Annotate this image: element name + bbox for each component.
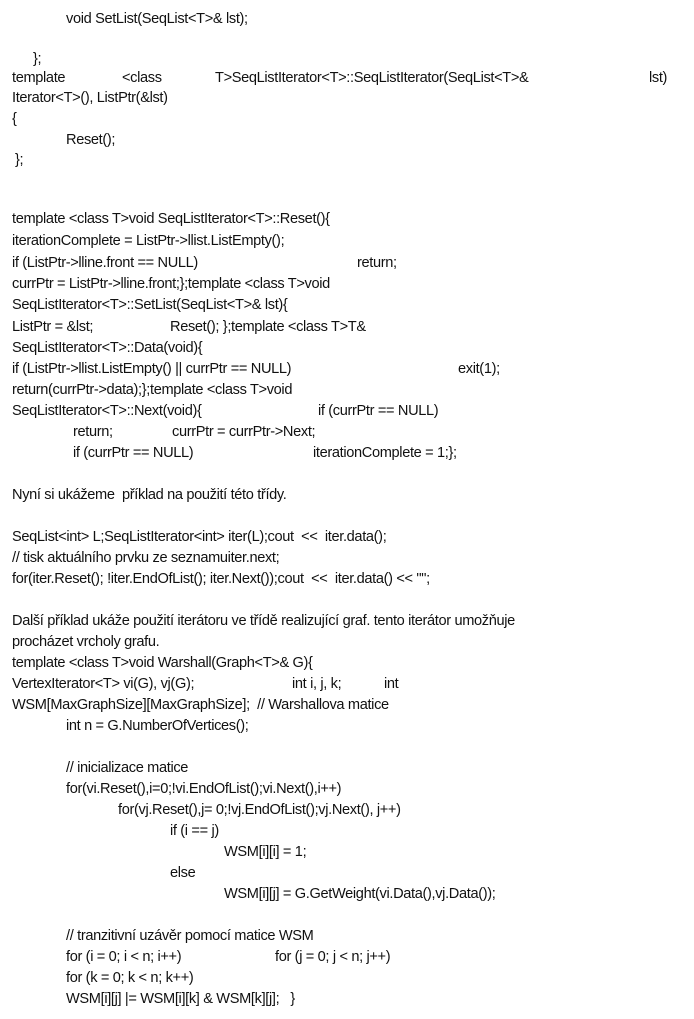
code-line: <class [122,70,162,86]
code-line: template [12,70,66,86]
code-line: iterationComplete = 1;}; [313,445,457,461]
code-line: exit(1); [458,361,500,377]
code-line: if (ListPtr->lline.front == NULL) [12,255,198,271]
code-line: }; [15,152,24,168]
paragraph: Další příklad ukáže použití iterátoru ve třídě realizující graf. tento iterátor umožňuje [12,613,515,629]
code-line: template <class T>void Warshall(Graph<T>& G){ [12,655,313,671]
code-line: for (i = 0; i < n; i++) [66,949,182,965]
code-line: T>SeqListIterator<T>::SeqListIterator(SeqList<T>& [215,70,529,86]
code-line: SeqList<int> L;SeqListIterator<int> iter(L);cout << iter.data(); [12,529,387,545]
paragraph: Nyní si ukážeme příklad na použití této třídy. [12,487,287,503]
code-comment: // inicializace matice [66,760,189,776]
code-line: SeqListIterator<T>::Next(void){ [12,403,202,419]
code-line: SeqListIterator<T>::SetList(SeqList<T>& lst){ [12,297,288,313]
code-line: for(vj.Reset(),j= 0;!vj.EndOfList();vj.Next(), j++) [118,802,401,818]
code-line: if (currPtr == NULL) [73,445,194,461]
code-line: }; [33,51,42,67]
code-line: for (k = 0; k < n; k++) [66,970,194,986]
code-line: if (ListPtr->llist.ListEmpty() || currPtr == NULL) [12,361,292,377]
code-line: if (currPtr == NULL) [318,403,439,419]
code-line: int [384,676,399,692]
code-line: currPtr = ListPtr->lline.front;};template <class T>void [12,276,330,292]
code-line: SeqListIterator<T>::Data(void){ [12,340,203,356]
code-line: if (i == j) [170,823,219,839]
code-line: return; [357,255,397,271]
code-line: lst) [649,70,668,86]
code-comment: // tisk aktuálního prvku ze seznamuiter.next; [12,550,280,566]
code-line: for (j = 0; j < n; j++) [275,949,391,965]
code-line: template <class T>void SeqListIterator<T>::Reset(){ [12,211,330,227]
code-line: void SetList(SeqList<T>& lst); [66,11,248,27]
code-line: return(currPtr->data);};template <class T>void [12,382,293,398]
code-comment: // tranzitivní uzávěr pomocí matice WSM [66,928,314,944]
paragraph: procházet vrcholy grafu. [12,634,160,650]
code-line: WSM[i][j] |= WSM[i][k] & WSM[k][j]; } [66,991,295,1007]
code-line: else [170,865,196,881]
code-line: iterationComplete = ListPtr->llist.ListEmpty(); [12,233,285,249]
code-line: WSM[i][i] = 1; [224,844,307,860]
code-line: return; [73,424,113,440]
code-line: int n = G.NumberOfVertices(); [66,718,249,734]
code-line: for(vi.Reset(),i=0;!vi.EndOfList();vi.Next(),i++) [66,781,342,797]
code-line: Iterator<T>(), ListPtr(&lst) [12,90,168,106]
code-line: for(iter.Reset(); !iter.EndOfList(); iter.Next());cout << iter.data() << ""; [12,571,430,587]
code-line: VertexIterator<T> vi(G), vj(G); [12,676,195,692]
code-line: currPtr = currPtr->Next; [172,424,316,440]
code-line: WSM[i][j] = G.GetWeight(vi.Data(),vj.Data()); [224,886,496,902]
code-line: Reset(); [66,132,116,148]
code-line: int i, j, k; [292,676,342,692]
code-line: { [12,111,17,127]
code-line: Reset(); };template <class T>T& [170,319,366,335]
code-line: WSM[MaxGraphSize][MaxGraphSize]; // Warshallova matice [12,697,389,713]
code-line: ListPtr = &lst; [12,319,94,335]
